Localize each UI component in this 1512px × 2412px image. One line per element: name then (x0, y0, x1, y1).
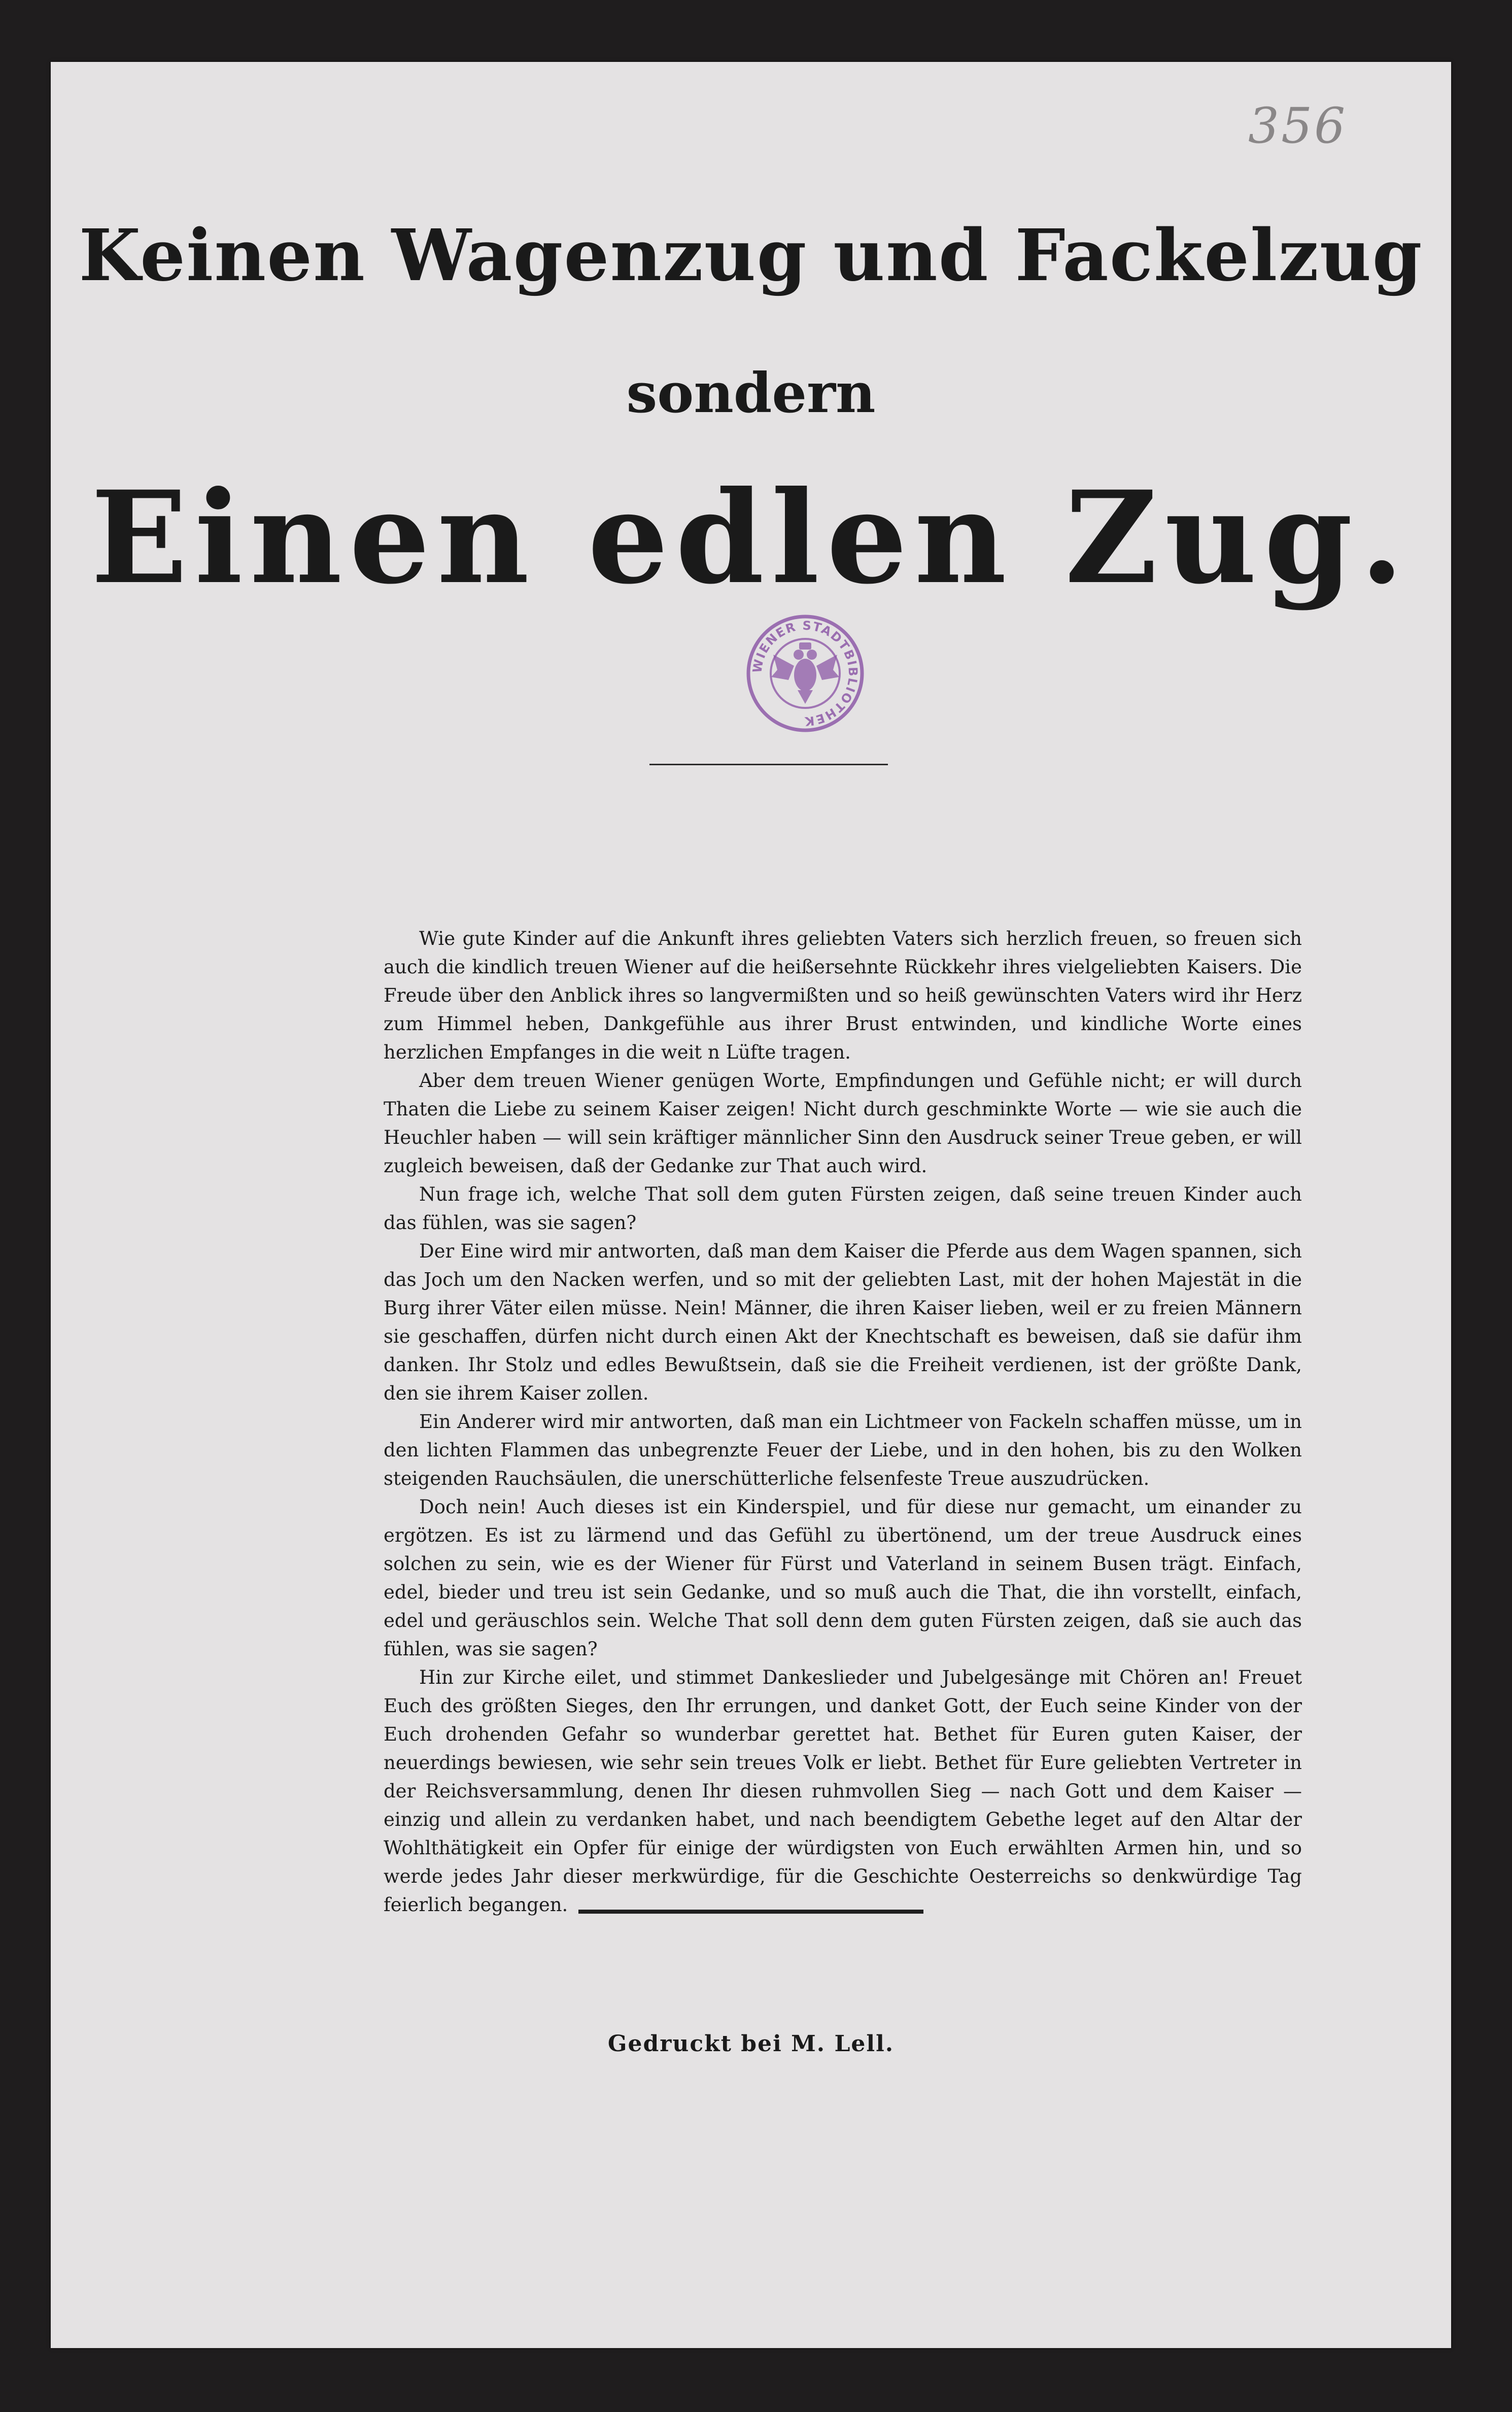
archive-number: 356 (1248, 97, 1348, 154)
paragraph: Aber dem treuen Wiener genügen Worte, Empfindungen und Gefühle nicht; er will durch Thaten die Liebe zu seinem Kaiser zeigen! Nicht durch geschminkte Worte — wie sie auch die Heuchler haben — will sein kräftiger männlicher Sinn den Ausdruck seiner Treue geben, er will zugleich beweisen, daß der Gedanke zur That auch wird. (384, 1070, 1302, 1177)
headline: Keinen Wagenzug und Fackelzug (79, 214, 1423, 297)
stamp-text: WIENER STADTBIBLIOTHEK (750, 618, 861, 729)
paragraph: Hin zur Kirche eilet, und stimmet Dankeslieder und Jubelgesänge mit Chören an! Freuet Euch des größten Sieges, den Ihr errungen, und danket Gott, der Euch seine Kinder von der Euch drohenden Gefahr so wunderbar gerettet hat. Bethet für Euren guten Kaiser, der neuerdings bewiesen, wie sehr sein treues Volk er liebt. Bethet für Eure geliebten Vertreter in der Reichsversammlung, denen Ihr diesen ruhmvollen Sieg — nach Gott und dem Kaiser — einzig und allein zu verdanken habet, und nach beendigtem Gebethe leget auf den Altar der Wohlthätigkeit ein Opfer für einige der würdigsten von Euch erwählten Armen hin, und so werde jedes Jahr dieser merkwürdige, für die Geschichte Oesterreichs so denkwürdige Tag feierlich begangen. (384, 1667, 1302, 1916)
library-stamp (742, 610, 869, 737)
closing-rule (578, 1910, 923, 1914)
paragraph: Wie gute Kinder auf die Ankunft ihres geliebten Vaters sich herzlich freuen, so freuen sich auch die kindlich treuen Wiener auf die heißersehnte Rückkehr ihres vielgeliebten Kaisers. Die Freude über den Anblick ihres so langvermißten und so heiß gewünschten Vaters wird ihr Herz zum Himmel heben, Dankgefühle aus ihrer Brust entwinden, und kindliche Worte eines herzlichen Empfanges in die weit n Lüfte tragen. (384, 928, 1302, 1063)
eagle-emblem-icon (771, 642, 839, 704)
paragraph: Nun frage ich, welche That soll dem guten Fürsten zeigen, daß seine treuen Kinder auch das fühlen, was sie sagen? (384, 1183, 1302, 1234)
body-text (384, 925, 1302, 1919)
paragraph: Der Eine wird mir antworten, daß man dem Kaiser die Pferde aus dem Wagen spannen, sich das Joch um den Nacken werfen, und so mit der geliebten Last, mit der hohen Majestät in die Burg ihrer Väter eilen müsse. Nein! Männer, die ihren Kaiser lieben, weil er zu freien Männern sie geschaffen, dürfen nicht durch einen Akt der Knechtschaft es beweisen, daß sie dafür ihm danken. Ihr Stolz und edles Bewußtsein, daß sie die Freiheit verdienen, ist der größte Dank, den sie ihrem Kaiser zollen. (384, 1240, 1302, 1404)
main-title: Einen edlen Zug. (91, 463, 1411, 612)
broadsheet (51, 62, 1451, 2348)
divider-rule (649, 764, 888, 765)
paragraph: Doch nein! Auch dieses ist ein Kinderspiel, und für diese nur gemacht, um einander zu ergötzen. Es ist zu lärmend und das Gefühl zu übertönend, um der treue Ausdruck eines solchen zu sein, wie es der Wiener für Fürst und Vaterland in seinem Busen trägt. Einfach, edel, bieder und treu ist sein Gedanke, und so muß auch die That, die ihn vorstellt, einfach, edel und geräuschlos sein. Welche That soll denn dem guten Fürsten zeigen, daß sie auch das fühlen, was sie sagen? (384, 1496, 1302, 1660)
subheadline: sondern (626, 361, 876, 425)
paragraph: Ein Anderer wird mir antworten, daß man ein Lichtmeer von Fackeln schaffen müsse, um in den lichten Flammen das unbegrenzte Feuer der Liebe, und in den hohen, bis zu den Wolken steigenden Rauchsäulen, die unerschütterliche felsenfeste Treue auszudrücken. (384, 1411, 1302, 1489)
printer-imprint: Gedruckt bei M. Lell. (607, 2031, 895, 2057)
